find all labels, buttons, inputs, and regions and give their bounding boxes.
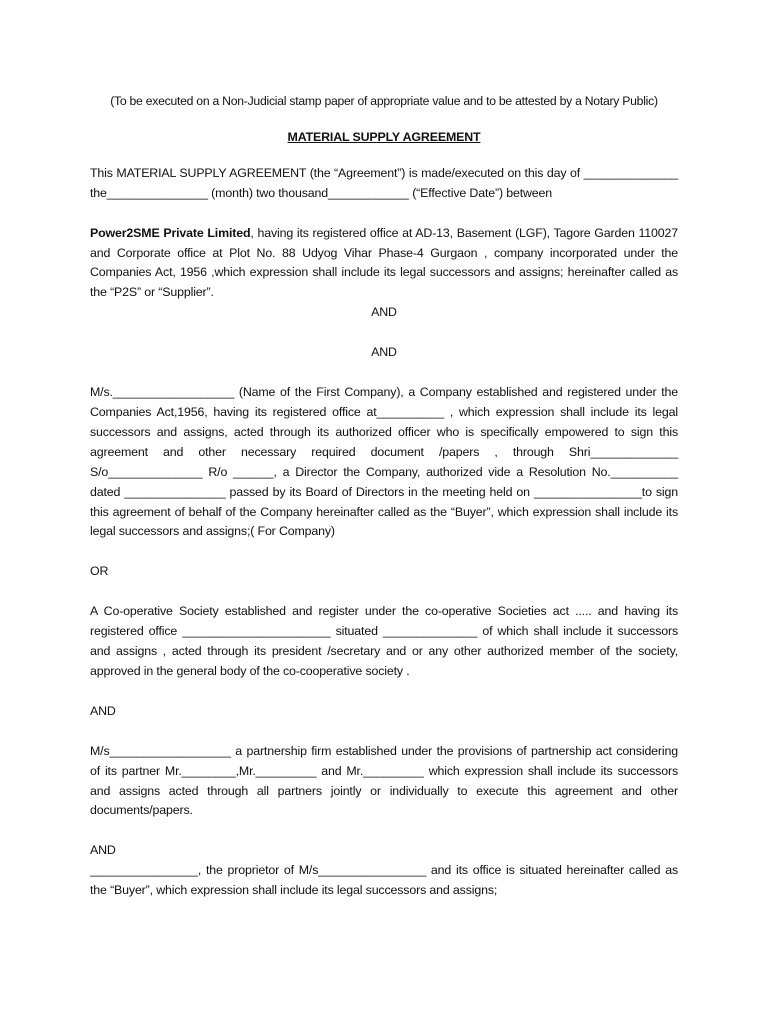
- proprietor-paragraph: ________________, the proprietor of M/s________________ and its office is situated hereinafter called as the “Buyer”, which expression shall include its legal successors and assigns;: [90, 863, 678, 898]
- supplier-name: Power2SME Private Limited: [90, 225, 251, 240]
- and-separator-3: AND: [90, 703, 116, 718]
- spacer: [90, 323, 678, 343]
- spacer: [90, 204, 678, 224]
- supplier-text: , having its registered office at AD-13, Basement (LGF), Tagore Garden 110027 and Corporate office at Plot No. 88 Udyog Vihar Phase-4 Gurgaon , company incorporated under the Companies Act, 1956 ,which expression shall include its legal successors and assigns; hereinafter called as the “P2S” or “Supplier”.: [90, 225, 678, 300]
- spacer: [90, 542, 678, 562]
- spacer: [90, 682, 678, 702]
- execution-note: (To be executed on a Non-Judicial stamp paper of appropriate value and to be attested by a Notary Public): [110, 94, 658, 108]
- spacer: [90, 363, 678, 383]
- document-body: [90, 92, 678, 901]
- company-paragraph: M/s.__________________ (Name of the First Company), a Company established and registered under the Companies Act,1956, having its registered office at__________ , which expression shall include its legal successors and assigns, acted through its authorized officer who is specifically empowered to sign this agreement and other necessary required document /papers , through Shri_____________ S/o______________ R/o ______, a Director the Company, authorized vide a Resolution No.__________ dated _______________ passed by its Board of Directors in the meeting held on ________________to sign this agreement of behalf of the Company hereinafter called as the “Buyer”, which expression shall include its legal successors and assigns;( For Company): [90, 385, 678, 539]
- cooperative-paragraph: A Co-operative Society established and register under the co-operative Societies act ..... and having its registered office ______________________ situated ______________ of which shall include it successors and assigns , acted through its president /secretary and or any other authorized member of the society, approved in the general body of the co-cooperative society .: [90, 604, 678, 678]
- spacer: [90, 821, 678, 841]
- or-separator: OR: [90, 564, 109, 579]
- agreement-title: MATERIAL SUPPLY AGREEMENT: [287, 129, 481, 144]
- partnership-paragraph: M/s__________________ a partnership firm established under the provisions of partnership act considering of its partner Mr.________,Mr._________ and Mr._________ which expression shall include its successors and assigns acted through all partners jointly or individually to execute this agreement and other documents/papers.: [90, 743, 678, 818]
- spacer: [90, 722, 678, 742]
- intro-paragraph: [90, 164, 678, 204]
- and-separator-1: AND: [371, 305, 397, 320]
- and-separator-2: AND: [371, 345, 397, 360]
- and-separator-4: AND: [90, 843, 116, 858]
- supplier-paragraph: [90, 224, 678, 304]
- intro-line-2: the_______________ (month) two thousand____________ (“Effective Date”) between: [90, 185, 553, 200]
- spacer: [90, 582, 678, 602]
- intro-line-1: This MATERIAL SUPPLY AGREEMENT (the “Agreement”) is made/executed on this day of ______________: [90, 165, 678, 180]
